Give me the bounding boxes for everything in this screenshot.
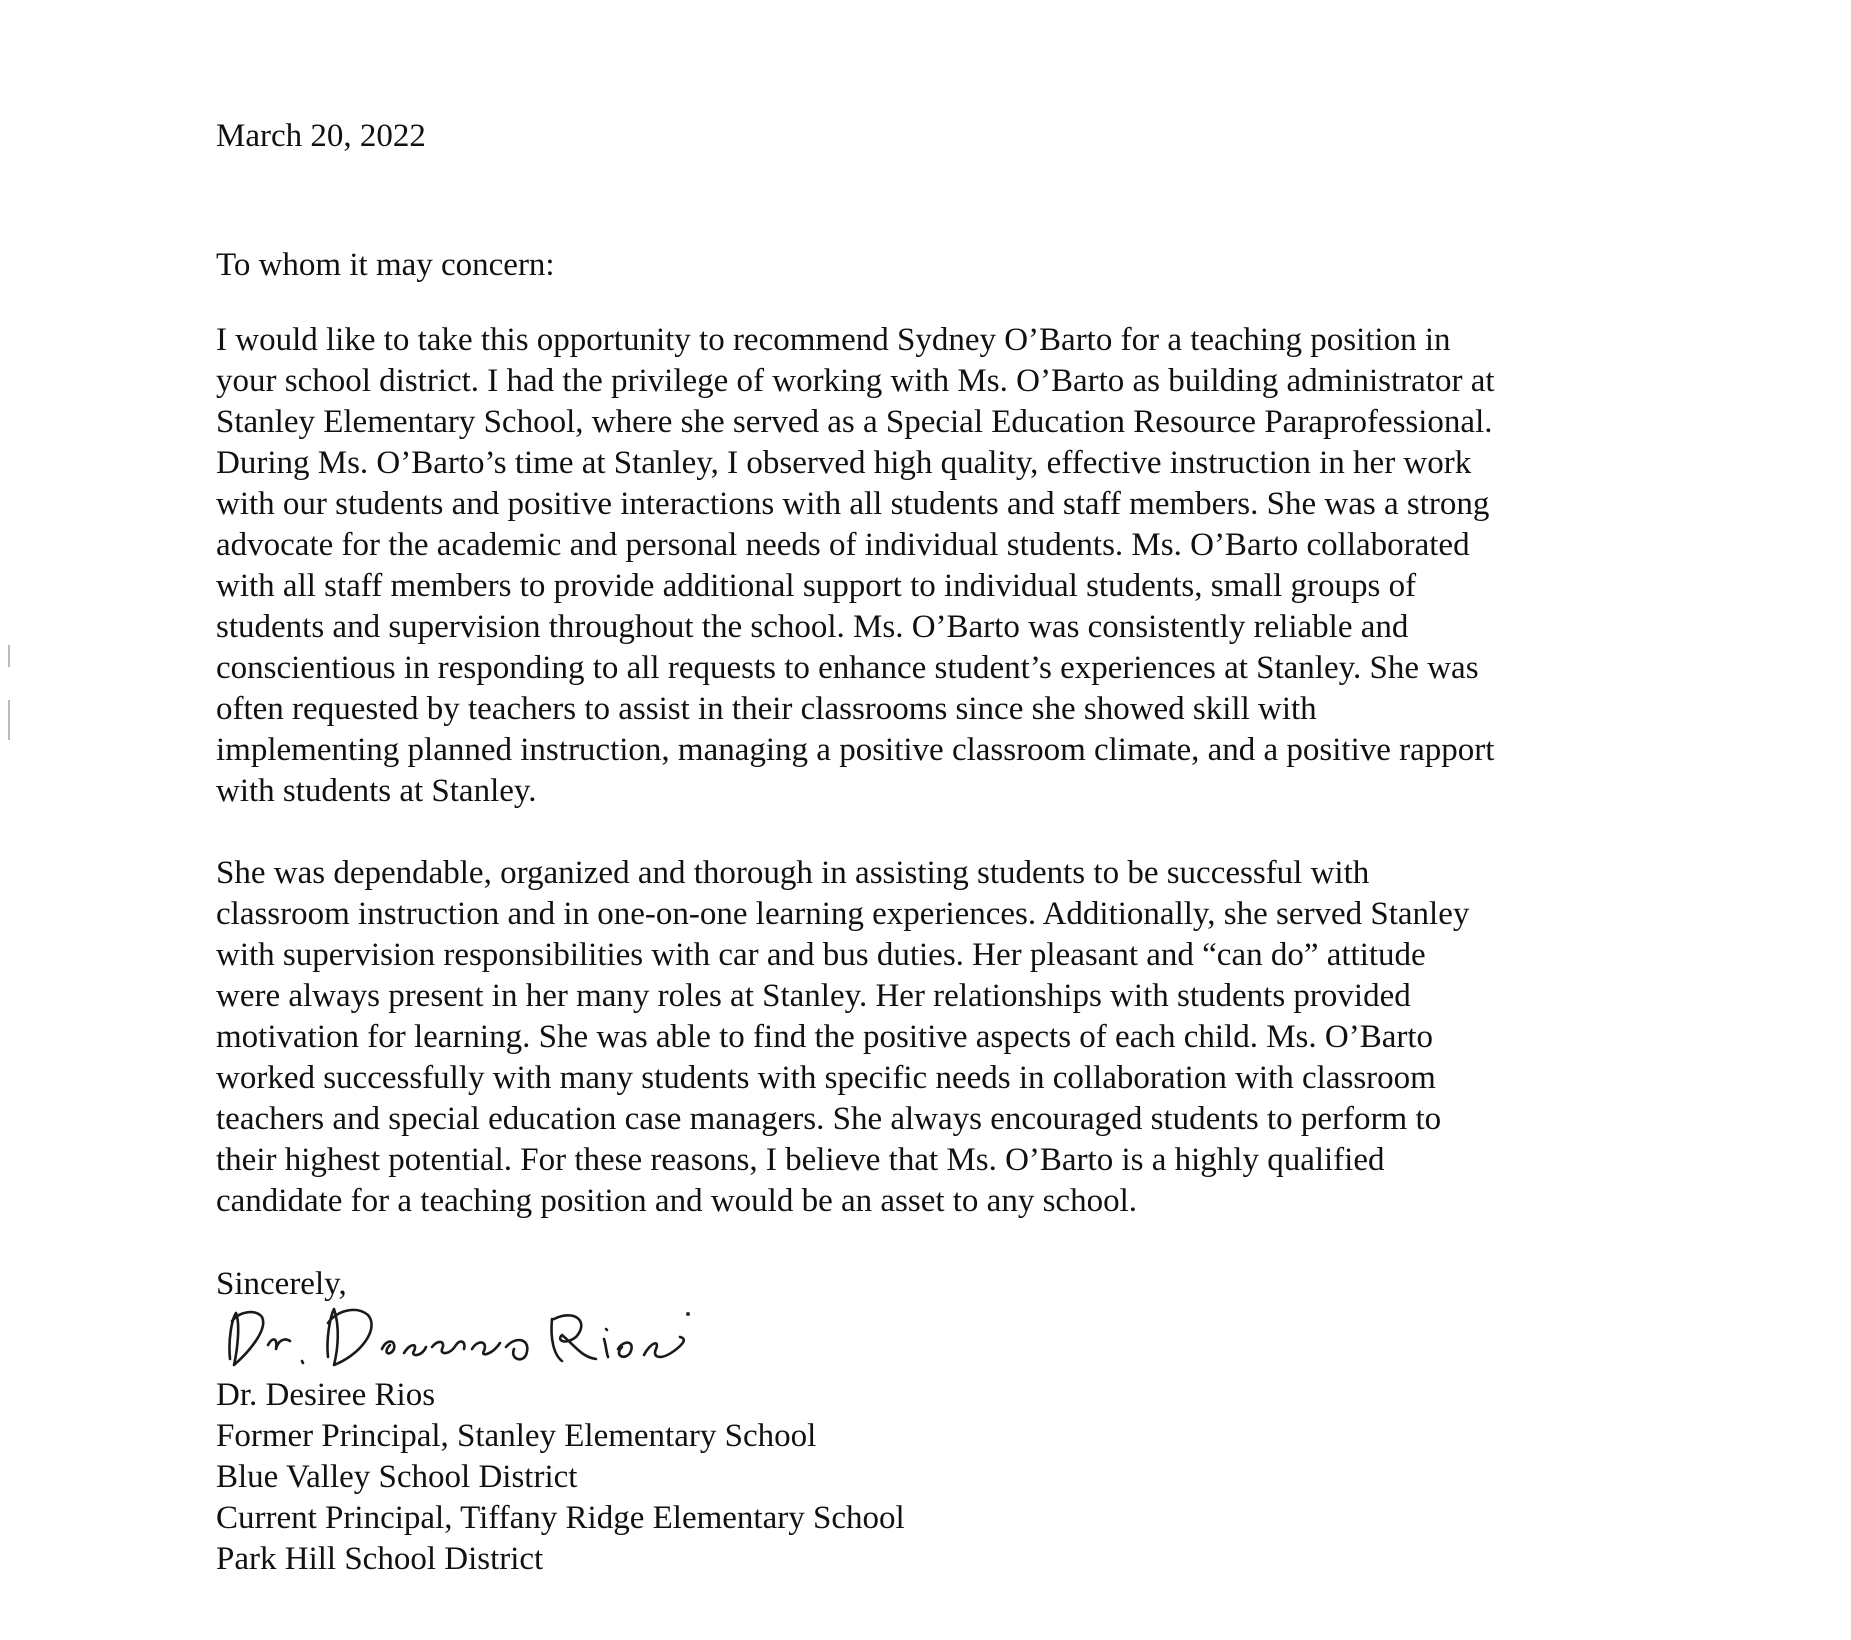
- recommendation-letter: [216, 116, 1676, 1580]
- paragraph-line: with students at Stanley.: [216, 773, 537, 809]
- paragraph-line: conscientious in responding to all requests to enhance student’s experiences at Stanley. She was: [216, 650, 1479, 686]
- paragraph-line: worked successfully with many students with specific needs in collaboration with classroom: [216, 1060, 1436, 1096]
- body-paragraph-2: [216, 853, 1676, 1222]
- paragraph-line: Stanley Elementary School, where she served as a Special Education Resource Paraprofessional.: [216, 404, 1493, 440]
- signer-district-former: Blue Valley School District: [216, 1459, 578, 1495]
- paragraph-line: with our students and positive interactions with all students and staff members. She was a strong: [216, 486, 1490, 522]
- paragraph-line: teachers and special education case managers. She always encouraged students to perform to: [216, 1101, 1442, 1137]
- scan-margin-mark: [8, 645, 10, 667]
- letter-date: March 20, 2022: [216, 118, 426, 154]
- paragraph-line: were always present in her many roles at Stanley. Her relationships with students provided: [216, 978, 1411, 1014]
- salutation: To whom it may concern:: [216, 247, 555, 283]
- body-paragraph-1: [216, 320, 1676, 812]
- signer-name: Dr. Desiree Rios: [216, 1377, 436, 1413]
- paragraph-line: She was dependable, organized and thorough in assisting students to be successful with: [216, 855, 1370, 891]
- signer-title-current: Current Principal, Tiffany Ridge Elementary School: [216, 1500, 905, 1536]
- signature-block: [216, 1375, 1676, 1580]
- paragraph-line: During Ms. O’Barto’s time at Stanley, I observed high quality, effective instruction in her work: [216, 445, 1472, 481]
- signer-title-former: Former Principal, Stanley Elementary School: [216, 1418, 817, 1454]
- paragraph-line: advocate for the academic and personal needs of individual students. Ms. O’Barto collaborated: [216, 527, 1470, 563]
- paragraph-line: I would like to take this opportunity to recommend Sydney O’Barto for a teaching position in: [216, 322, 1451, 358]
- signer-district-current: Park Hill School District: [216, 1541, 544, 1577]
- paragraph-line: motivation for learning. She was able to find the positive aspects of each child. Ms. O’Barto: [216, 1019, 1434, 1055]
- scan-margin-mark: [8, 700, 10, 740]
- paragraph-line: with supervision responsibilities with car and bus duties. Her pleasant and “can do” attitude: [216, 937, 1426, 973]
- paragraph-line: with all staff members to provide additional support to individual students, small groups of: [216, 568, 1417, 604]
- closing: Sincerely,: [216, 1266, 347, 1302]
- signature-image: [210, 1299, 750, 1381]
- paragraph-line: classroom instruction and in one-on-one learning experiences. Additionally, she served Stanley: [216, 896, 1470, 932]
- handwritten-signature: [216, 1299, 756, 1381]
- paragraph-line: their highest potential. For these reasons, I believe that Ms. O’Barto is a highly qualified: [216, 1142, 1385, 1178]
- paragraph-line: your school district. I had the privilege of working with Ms. O’Barto as building administrator at: [216, 363, 1495, 399]
- paragraph-line: often requested by teachers to assist in their classrooms since she showed skill with: [216, 691, 1317, 727]
- paragraph-line: candidate for a teaching position and would be an asset to any school.: [216, 1183, 1137, 1219]
- paragraph-line: implementing planned instruction, managing a positive classroom climate, and a positive rapport: [216, 732, 1495, 768]
- paragraph-line: students and supervision throughout the school. Ms. O’Barto was consistently reliable and: [216, 609, 1409, 645]
